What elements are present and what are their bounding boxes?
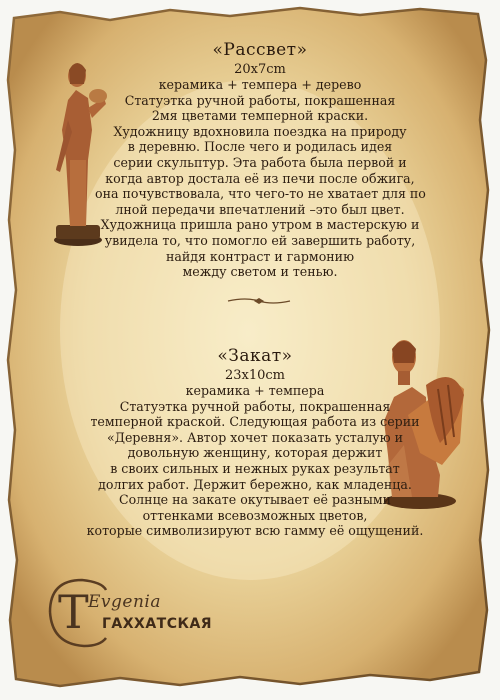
- sunrise-text-line: керамика + темпера + дерево: [158, 77, 362, 92]
- sunrise-title: «Рассвет»: [212, 40, 308, 60]
- sunrise-text-line: серии скульптур. Эта работа была первой и: [113, 154, 407, 170]
- sunset-text-line: темперной краской. Следующая работа из серии: [90, 414, 420, 430]
- sunrise-text-line: 2мя цветами темперной краски.: [151, 108, 369, 124]
- sunset-text-line: «Деревня». Автор хочет показать усталую и: [107, 429, 403, 445]
- sunrise-text-line: когда автор достала её из печи после обжига,: [105, 170, 415, 186]
- sunset-text-line: в своих сильных и нежных руках результат: [110, 460, 400, 476]
- sunrise-text-line: лной передачи впечатлений –это был цвет.: [115, 201, 405, 217]
- sunset-text-line: оттенками всевозможных цветов,: [142, 507, 368, 523]
- sunrise-text-line: найдя контраст и гармонию: [165, 248, 355, 264]
- sunset-text-line: керамика + темпера: [185, 383, 325, 398]
- sunset-text-line: довольную женщину, которая держит: [127, 445, 383, 461]
- sunrise-text-line: она почувствовала, что чего-то не хватает для по: [95, 186, 426, 202]
- sunrise-text-line: увидела то, что помогло ей завершить работу,: [104, 232, 416, 248]
- sunset-dimensions: 23x10cm: [224, 368, 286, 383]
- sunset-text-line: Статуэтка ручной работы, покрашенная: [119, 398, 391, 414]
- logo-surname: ГАХХАТСКАЯ: [102, 616, 213, 632]
- sunset-description: [70, 346, 440, 539]
- sunrise-description: [95, 40, 425, 280]
- logo-initial: Т: [58, 585, 89, 639]
- sunset-text-line: которые символизируют всю гамму её ощущений.: [86, 523, 424, 539]
- logo-emblem: [40, 572, 215, 652]
- sunrise-text-line: между светом и тенью.: [182, 264, 338, 280]
- sunrise-text-line: Художницу вдохновила поездка на природу: [113, 123, 407, 139]
- logo-first-name: Evgenia: [88, 592, 161, 612]
- sunset-text-line: долгих работ. Держит бережно, как младенца.: [98, 476, 412, 492]
- sunset-title: «Закат»: [217, 346, 293, 366]
- sunrise-dimensions: 20x7cm: [234, 62, 286, 77]
- ornament-divider: [226, 296, 292, 306]
- sunrise-text-line: в деревню. После чего и родилась идея: [127, 139, 393, 155]
- sunrise-text-line: Статуэтка ручной работы, покрашенная: [124, 92, 396, 108]
- artist-logo: [40, 572, 215, 652]
- sunset-text-line: Солнце на закате окутывает её разными: [118, 492, 392, 508]
- sunrise-text-line: Художница пришла рано утром в мастерскую и: [100, 217, 420, 233]
